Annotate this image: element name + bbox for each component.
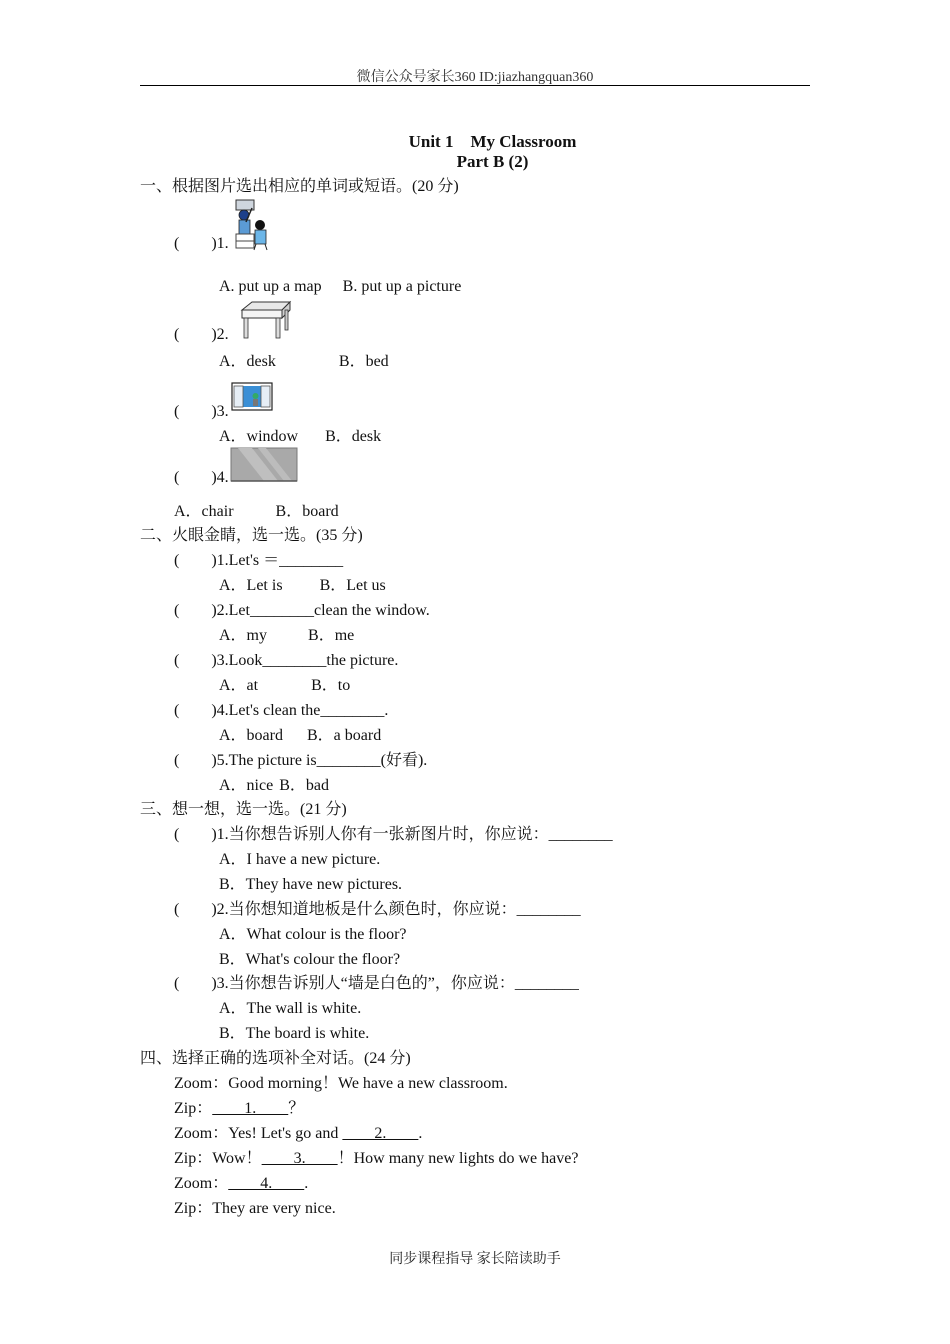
s2-q5: ( )5.The picture is________(好看). bbox=[174, 752, 428, 769]
s3-q2-option-b: B．What's colour the floor? bbox=[219, 951, 401, 968]
section-1-heading: 一、根据图片选出相应的单词或短语。(20 分) bbox=[140, 178, 459, 195]
section-3-heading: 三、想一想，选一选。(21 分) bbox=[140, 801, 347, 818]
s2-q3: ( )3.Look________the picture. bbox=[174, 652, 399, 669]
s3-q3-option-b: B．The board is white. bbox=[219, 1025, 370, 1042]
s3-q3: ( )3.当你想告诉别人“墙是白色的”，你应说：________ bbox=[174, 975, 579, 992]
dialogue-line-1: Zoom：Good morning！We have a new classroom. bbox=[174, 1075, 508, 1092]
s3-q1: ( )1.当你想告诉别人你有一张新图片时，你应说：________ bbox=[174, 826, 613, 843]
s1-q3-options: A．window B．desk bbox=[219, 428, 382, 445]
s1-q2-label: ( )2. bbox=[174, 326, 229, 343]
dialogue-line-6: Zip：They are very nice. bbox=[174, 1200, 336, 1217]
s3-q2: ( )2.当你想知道地板是什么颜色时，你应说：________ bbox=[174, 901, 581, 918]
section-2-heading: 二、火眼金睛，选一选。(35 分) bbox=[140, 527, 363, 544]
s1-q1-options: A. put up a map B. put up a picture bbox=[219, 278, 462, 295]
dialogue-line-4: Zip：Wow！ 3. ！How many new lights do we have? bbox=[174, 1150, 579, 1167]
page-footer: 同步课程指导 家长陪读助手 bbox=[389, 1252, 561, 1267]
s2-q2: ( )2.Let________clean the window. bbox=[174, 602, 430, 619]
s3-q2-option-a: A．What colour is the floor? bbox=[219, 926, 407, 943]
s2-q1-options: A．Let is B．Let us bbox=[219, 577, 386, 594]
page-title: Unit 1 My Classroom bbox=[408, 132, 577, 151]
desk-image bbox=[238, 300, 292, 342]
board-image bbox=[230, 447, 300, 483]
window-image bbox=[231, 382, 273, 412]
dialogue-line-5: Zoom： 4. . bbox=[174, 1175, 309, 1192]
s1-q3-label: ( )3. bbox=[174, 403, 229, 420]
s1-q4-label: ( )4. bbox=[174, 469, 229, 486]
page-subtitle: Part B (2) bbox=[456, 152, 529, 171]
s1-q1-label: ( )1. bbox=[174, 235, 229, 252]
s2-q4: ( )4.Let's clean the________. bbox=[174, 702, 389, 719]
s1-q2-options: A．desk B．bed bbox=[219, 353, 389, 370]
dialogue-line-2: Zip： 1. ？ bbox=[174, 1100, 305, 1117]
header-rule bbox=[140, 85, 810, 86]
s2-q5-options: A．nice B．bad bbox=[219, 777, 329, 794]
dialogue-line-3: Zoom：Yes! Let's go and 2. . bbox=[174, 1125, 423, 1142]
blank-4: 4. bbox=[228, 1175, 305, 1192]
s2-q4-options: A．board B．a board bbox=[219, 727, 382, 744]
blank-2: 2. bbox=[342, 1125, 419, 1142]
s2-q1: ( )1.Let's ＝________ bbox=[174, 552, 344, 569]
blank-1: 1. bbox=[212, 1100, 289, 1117]
s2-q2-options: A．my B．me bbox=[219, 627, 355, 644]
s3-q3-option-a: A．The wall is white. bbox=[219, 1000, 362, 1017]
s3-q1-option-a: A．I have a new picture. bbox=[219, 851, 381, 868]
s2-q3-options: A．at B．to bbox=[219, 677, 351, 694]
section-4-heading: 四、选择正确的选项补全对话。(24 分) bbox=[140, 1050, 411, 1067]
s1-q4-options: A．chair B．board bbox=[174, 503, 339, 520]
picture-putting-up-image bbox=[232, 198, 270, 252]
s3-q1-option-b: B．They have new pictures. bbox=[219, 876, 403, 893]
blank-3: 3. bbox=[261, 1150, 338, 1167]
page-header: 微信公众号家长360 ID:jiazhangquan360 bbox=[356, 70, 594, 85]
